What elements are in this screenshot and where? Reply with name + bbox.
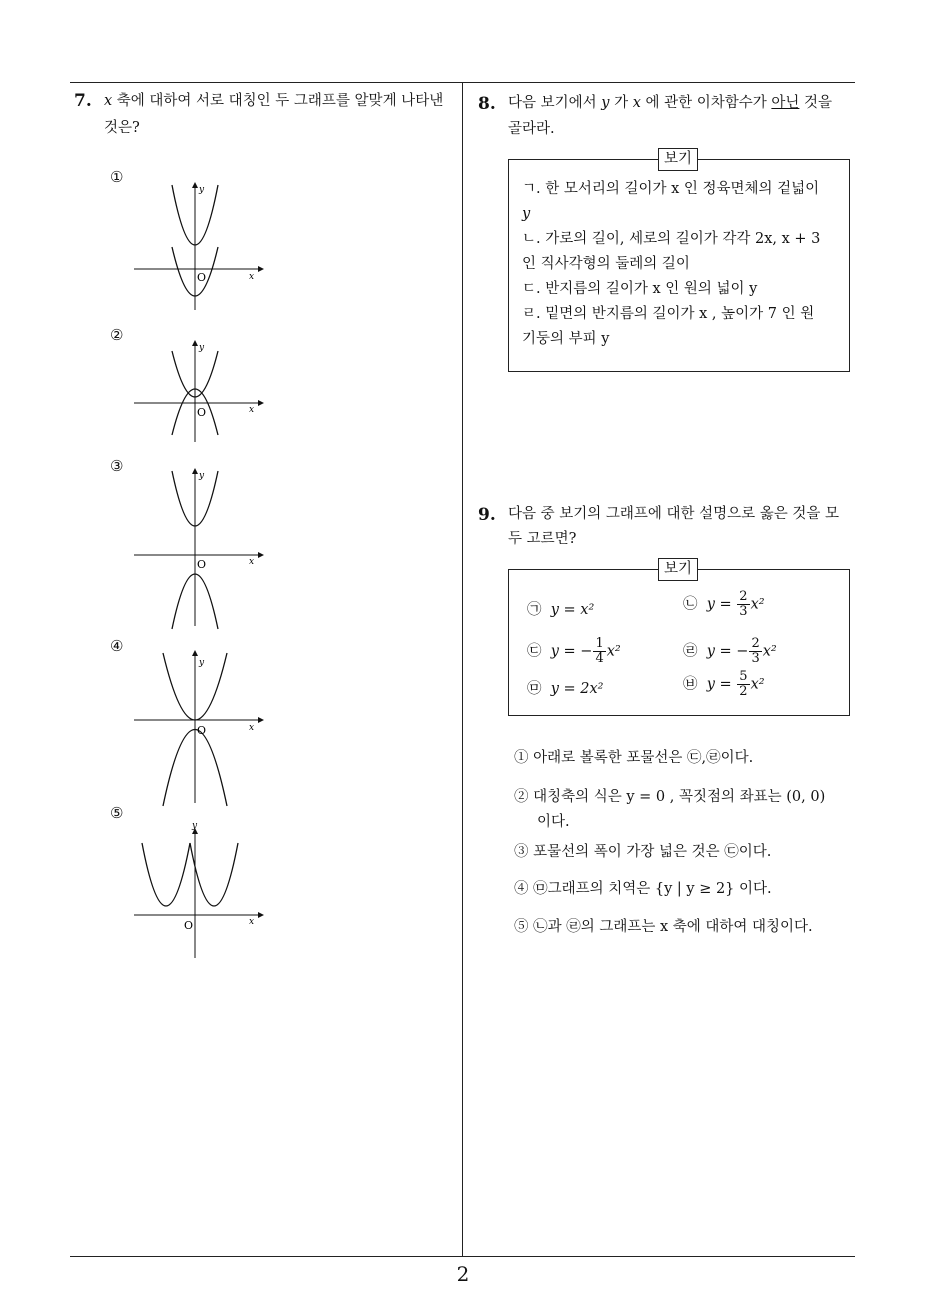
function-expr: y = x²	[550, 602, 595, 618]
x-axis-arrow	[258, 912, 264, 918]
function-lhs: y =	[706, 596, 737, 613]
x-axis-arrow	[258, 400, 264, 406]
x-axis-label: x	[249, 723, 255, 733]
y-axis-label: y	[199, 343, 205, 353]
x-axis-arrow	[258, 266, 264, 272]
origin-label: O	[197, 406, 207, 419]
origin-label: O	[197, 271, 207, 284]
y-axis-arrow	[192, 182, 198, 188]
x-axis-label: x	[249, 272, 255, 282]
q7-option-2-label[interactable]: ②	[110, 326, 124, 344]
q8-line1-b: 가	[609, 95, 633, 111]
q7-option-3-label[interactable]: ③	[110, 457, 124, 475]
x-axis-arrow	[258, 717, 264, 723]
page-number: 2	[456, 1262, 470, 1286]
q8-item-line: ㄴ. 가로의 길이, 세로의 길이가 각각 2x, x + 3	[522, 231, 821, 247]
q9-answer-5[interactable]: ⑤ ㉡과 ㉣의 그래프는 x 축에 대하여 대칭이다.	[514, 919, 813, 935]
q7-option-5-label[interactable]: ⑤	[110, 804, 124, 822]
q9-text-line1: 다음 중 보기의 그래프에 대한 설명으로 옳은 것을 모	[508, 506, 840, 522]
denominator: 3	[739, 604, 748, 619]
q7-text-line1	[104, 89, 443, 114]
q8-line1-a: 다음 보기에서	[508, 95, 602, 111]
denominator: 4	[595, 651, 604, 666]
q7-graph-4	[130, 648, 270, 808]
q9-number: 9.	[478, 505, 496, 525]
q9-function-a	[527, 598, 594, 623]
origin-label: O	[184, 919, 194, 932]
q7-graph-3	[130, 466, 270, 631]
q9-answer-2-cont[interactable]: 이다.	[537, 814, 570, 830]
column-divider	[462, 82, 463, 1256]
fraction	[749, 637, 761, 666]
q8-line1-c: 에 관한 이차함수가	[640, 95, 772, 111]
function-label: ㉠	[527, 602, 542, 618]
q8-number: 8.	[478, 94, 496, 114]
y-axis-arrow	[192, 340, 198, 346]
q8-var-y: y	[601, 95, 610, 111]
q8-var-x: x	[632, 95, 641, 111]
numerator: 2	[751, 636, 760, 651]
q7-option-4-label[interactable]: ④	[110, 637, 124, 655]
q9-box-title: 보기	[658, 558, 698, 581]
function-rest: x²	[762, 643, 777, 660]
q9-function-b	[683, 590, 765, 619]
bottom-rule	[70, 1256, 855, 1257]
function-label: ㉢	[527, 643, 542, 660]
function-rest: x²	[750, 676, 765, 693]
function-lhs: y =	[706, 676, 737, 693]
y-axis-label: y	[199, 658, 205, 668]
q8-item-line: y	[522, 206, 531, 222]
x-axis-label: x	[249, 557, 255, 567]
q8-text-line2: 골라라.	[508, 121, 555, 137]
y-axis-label: y	[199, 185, 205, 195]
y-axis-label: y	[192, 821, 198, 831]
q9-answer-2[interactable]: ② 대칭축의 식은 y = 0 , 꼭짓점의 좌표는 (0, 0)	[514, 789, 826, 805]
numerator: 2	[739, 589, 748, 604]
left-parabola	[142, 843, 190, 906]
q8-line1-d: 것을	[799, 95, 833, 111]
fraction	[737, 670, 749, 699]
x-axis-label: x	[249, 917, 255, 927]
right-parabola	[190, 843, 238, 906]
q8-item-line: 기둥의 부피 y	[522, 331, 610, 347]
function-lhs: y = −	[706, 643, 749, 660]
fraction	[737, 590, 749, 619]
function-label: ㉡	[683, 596, 698, 613]
y-axis-arrow	[192, 650, 198, 656]
fraction	[593, 637, 605, 666]
denominator: 2	[739, 684, 748, 699]
function-label: ㉣	[683, 643, 698, 660]
q7-graph-5	[130, 818, 270, 963]
function-lhs: y = −	[550, 643, 593, 660]
q7-number: 7.	[74, 91, 92, 111]
q8-item-line: ㄷ. 반지름의 길이가 x 인 원의 넓이 y	[522, 281, 758, 297]
q7-text-line2: 것은?	[104, 120, 140, 136]
q8-box-content	[522, 177, 842, 352]
q8-item-line: ㄹ. 밑면의 반지름의 길이가 x , 높이가 7 인 원	[522, 306, 815, 322]
numerator: 5	[739, 669, 748, 684]
q8-item-line: ㄱ. 한 모서리의 길이가 x 인 정육면체의 겉넓이	[522, 181, 820, 197]
function-expr: y = 2x²	[550, 681, 604, 697]
function-label: ㉥	[683, 676, 698, 693]
q9-function-d	[683, 637, 777, 666]
x-axis-arrow	[258, 552, 264, 558]
q7-var-x: x	[104, 93, 113, 109]
q8-item-line: 인 직사각형의 둘레의 길이	[522, 256, 690, 272]
q9-answer-4[interactable]: ④ ㉤그래프의 치역은 {y | y ≥ 2} 이다.	[514, 881, 772, 897]
function-label: ㉤	[527, 681, 542, 697]
q9-answer-3[interactable]: ③ 포물선의 폭이 가장 넓은 것은 ㉢이다.	[514, 844, 772, 860]
q7-line1: 축에 대하여 서로 대칭인 두 그래프를 알맞게 나타낸	[112, 93, 444, 109]
function-rest: x²	[606, 643, 621, 660]
q8-underlined-word: 아닌	[771, 95, 800, 111]
origin-label: O	[197, 724, 207, 737]
function-rest: x²	[750, 596, 765, 613]
x-axis-label: x	[249, 405, 255, 415]
q9-function-e	[527, 677, 604, 702]
q9-answer-1[interactable]: ① 아래로 볼록한 포물선은 ㉢,㉣이다.	[514, 750, 754, 766]
q9-text-line2: 두 고르면?	[508, 531, 577, 547]
q9-function-f	[683, 670, 765, 699]
q7-graph-2	[130, 338, 270, 446]
y-axis-label: y	[199, 471, 205, 481]
q8-text-line1	[508, 91, 832, 116]
q7-option-1-label[interactable]: ①	[110, 168, 124, 186]
origin-label: O	[197, 558, 207, 571]
q8-box-title: 보기	[658, 148, 698, 171]
q7-graph-1	[130, 180, 270, 315]
q9-function-c	[527, 637, 621, 666]
denominator: 3	[751, 651, 760, 666]
y-axis-arrow	[192, 468, 198, 474]
numerator: 1	[595, 636, 604, 651]
